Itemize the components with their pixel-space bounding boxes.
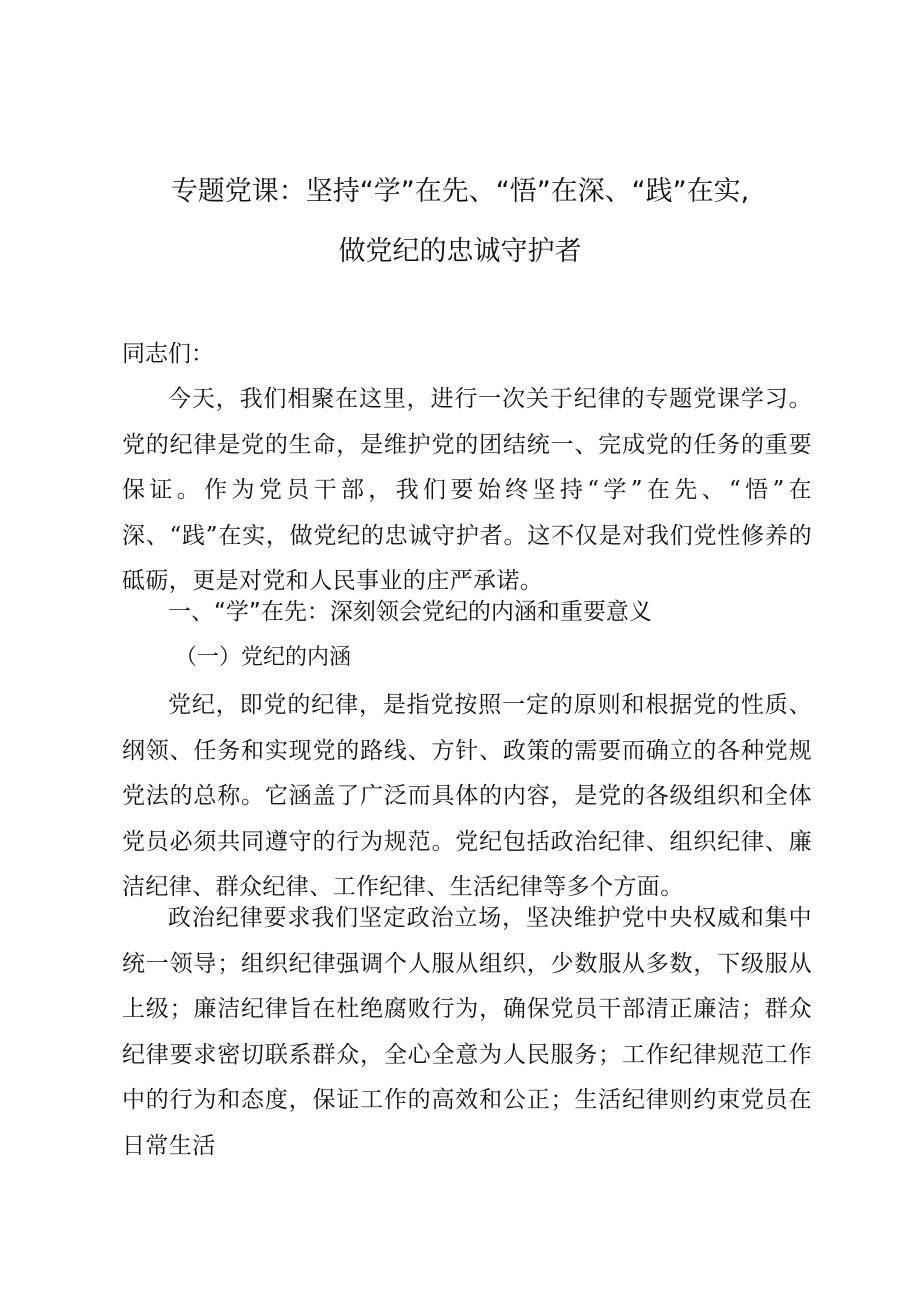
document-title-line-2: 做党纪的忠诚守护者	[338, 236, 582, 267]
document-title-line-1: 专题党课：坚持“学”在先、“悟”在深、“践”在实,	[170, 176, 750, 207]
salutation: 同志们：	[122, 341, 214, 367]
categories-paragraph: 政治纪律要求我们坚定政治立场，坚决维护党中央权威和集中统一领导；组织纪律强调个人服从组织，少数服从多数，下级服从上级；廉洁纪律旨在杜绝腐败行为，确保党员干部清正廉洁；群众纪律要求密切联系群众，全心全意为人民服务；工作纪律规范工作中的行为和态度，保证工作的高效和公正；生活纪律则约束党员在日常生活	[122, 905, 812, 1159]
intro-paragraph: 今天，我们相聚在这里，进行一次关于纪律的专题党课学习。党的纪律是党的生命，是维护党的团结统一、完成党的任务的重要保证。作为党员干部，我们要始终坚持“学”在先、“悟”在深、“践”在实，做党纪的忠诚守护者。这不仅是对我们党性修养的砥砺，更是对党和人民事业的庄严承诺。	[122, 386, 812, 594]
section-heading-1: 一、“学”在先：深刻领会党纪的内涵和重要意义	[168, 599, 652, 625]
subsection-heading-1: （一）党纪的内涵	[175, 645, 352, 670]
definition-paragraph: 党纪，即党的纪律，是指党按照一定的原则和根据党的性质、纲领、任务和实现党的路线、方针、政策的需要而确立的各种党规党法的总称。它涵盖了广泛而具体的内容，是党的各级组织和全体党员必须共同遵守的行为规范。党纪包括政治纪律、组织纪律、廉洁纪律、群众纪律、工作纪律、生活纪律等多个方面。	[122, 692, 812, 900]
